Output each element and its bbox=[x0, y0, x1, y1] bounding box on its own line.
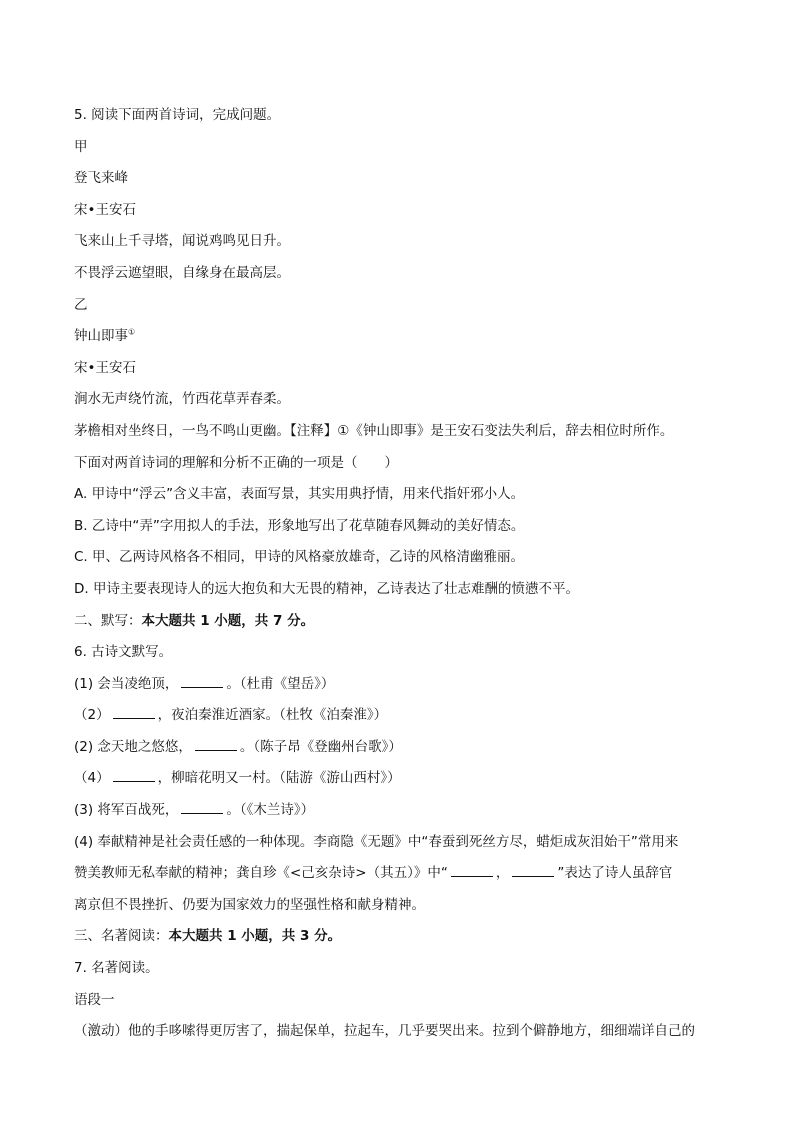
q6-item1-post: 。（杜甫《望岳》） bbox=[226, 675, 335, 692]
poem2-author: 宋•王安石 bbox=[74, 359, 136, 376]
poem2-line1: 涧水无声绕竹流，竹西花草弄春柔。 bbox=[74, 391, 290, 408]
q6-item5-blank[interactable] bbox=[181, 799, 223, 814]
q6-item6-line2 bbox=[74, 858, 724, 890]
q6-item4-blank[interactable] bbox=[113, 767, 155, 782]
poem1-line2: 不畏浮云遮望眼，自缘身在最高层。 bbox=[74, 264, 290, 281]
q6-item6-blank2[interactable] bbox=[512, 862, 554, 877]
q5-question: 下面对两首诗词的理解和分析不正确的一项是（ ） bbox=[74, 454, 398, 471]
q6-item4 bbox=[74, 763, 724, 795]
q6-item1-blank[interactable] bbox=[181, 673, 223, 688]
q5-option-d: D. 甲诗主要表现诗人的远大抱负和大无畏的精神，乙诗表达了壮志难酬的愤懑不平。 bbox=[74, 580, 579, 597]
q6-item4-pre: （4） bbox=[74, 770, 110, 787]
section2-heading bbox=[74, 606, 724, 638]
q6-item6-line2-pre: 赞美教师无私奉献的精神；龚自珍《<己亥杂诗>（其五）》中“ bbox=[74, 865, 448, 882]
q6-item5-pre: (3) 将军百战死， bbox=[74, 802, 179, 819]
section2-info: 本大题共 1 小题，共 7 分。 bbox=[141, 612, 315, 629]
q5-option-b: B. 乙诗中“弄”字用拟人的手法，形象地写出了花草随春风舞动的美好情态。 bbox=[74, 517, 525, 534]
section3-prefix: 三、名著阅读： bbox=[74, 928, 169, 945]
q6-item6-line1: (4) 奉献精神是社会责任感的一种体现。李商隐《无题》中“春蚕到死丝方尽，蜡炬成灰泪始干”常用来 bbox=[74, 833, 679, 850]
poem1-line1: 飞来山上千寻塔，闻说鸡鸣见日升。 bbox=[74, 233, 290, 250]
q6-stem: 6. 古诗文默写。 bbox=[74, 644, 173, 661]
q6-item6-line2-mid: ， bbox=[495, 865, 510, 882]
section2-prefix: 二、默写： bbox=[74, 612, 142, 629]
q6-item5-post: 。（《木兰诗》） bbox=[226, 802, 315, 819]
q5-option-a: A. 甲诗中“浮云”含义丰富，表面写景，其实用典抒情，用来代指奸邪小人。 bbox=[74, 486, 525, 503]
section3-heading bbox=[74, 921, 724, 953]
q6-item1 bbox=[74, 669, 724, 701]
q6-item4-post: ，柳暗花明又一村。（陆游《游山西村》） bbox=[157, 770, 401, 787]
poem1-mark: 甲 bbox=[74, 138, 88, 155]
q7-stem: 7. 名著阅读。 bbox=[74, 960, 159, 977]
q5-stem: 5. 阅读下面两首诗词，完成问题。 bbox=[74, 107, 281, 123]
q5-option-c: C. 甲、乙两诗风格各不相同，甲诗的风格豪放雄奇，乙诗的风格清幽雅丽。 bbox=[74, 549, 525, 566]
poem2-title-line bbox=[74, 321, 724, 353]
q6-item3 bbox=[74, 732, 724, 764]
poem2-title: 钟山即事 bbox=[74, 328, 128, 345]
q6-item6-line2-post: ”表达了诗人虽辞官 bbox=[557, 865, 673, 882]
q6-item3-post: 。（陈子昂《登幽州台歌》） bbox=[239, 738, 402, 755]
q6-item5 bbox=[74, 795, 724, 827]
q6-item2-post: ，夜泊秦淮近酒家。（杜牧《泊秦淮》） bbox=[157, 707, 388, 724]
poem1-author: 宋•王安石 bbox=[74, 201, 136, 218]
q7-text-line1: （激动）他的手哆嗦得更厉害了，揣起保单，拉起车，几乎要哭出来。拉到个僻静地方，细细端详自己的 bbox=[74, 1023, 695, 1040]
q6-item6-blank1[interactable] bbox=[451, 862, 493, 877]
poem2-line2-with-note: 茅檐相对坐终日，一鸟不鸣山更幽。【注释】①《钟山即事》是王安石变法失利后，辞去相位时所作。 bbox=[74, 422, 674, 439]
q6-item2-pre: （2） bbox=[74, 707, 110, 724]
exam-page bbox=[74, 100, 724, 1048]
q7-para-label: 语段一 bbox=[74, 991, 115, 1008]
q6-item2 bbox=[74, 700, 724, 732]
poem2-mark: 乙 bbox=[74, 296, 88, 313]
q6-item6-line3: 离京但不畏挫折、仍要为国家效力的坚强性格和献身精神。 bbox=[74, 896, 425, 913]
q6-item1-pre: (1) 会当凌绝顶， bbox=[74, 675, 179, 692]
q6-item3-pre: (2) 念天地之悠悠， bbox=[74, 738, 192, 755]
q6-item2-blank[interactable] bbox=[113, 704, 155, 719]
poem1-title: 登飞来峰 bbox=[74, 170, 128, 187]
q6-item3-blank[interactable] bbox=[195, 736, 237, 751]
section3-info: 本大题共 1 小题，共 3 分。 bbox=[168, 928, 342, 945]
poem2-note-marker: ① bbox=[128, 327, 136, 337]
